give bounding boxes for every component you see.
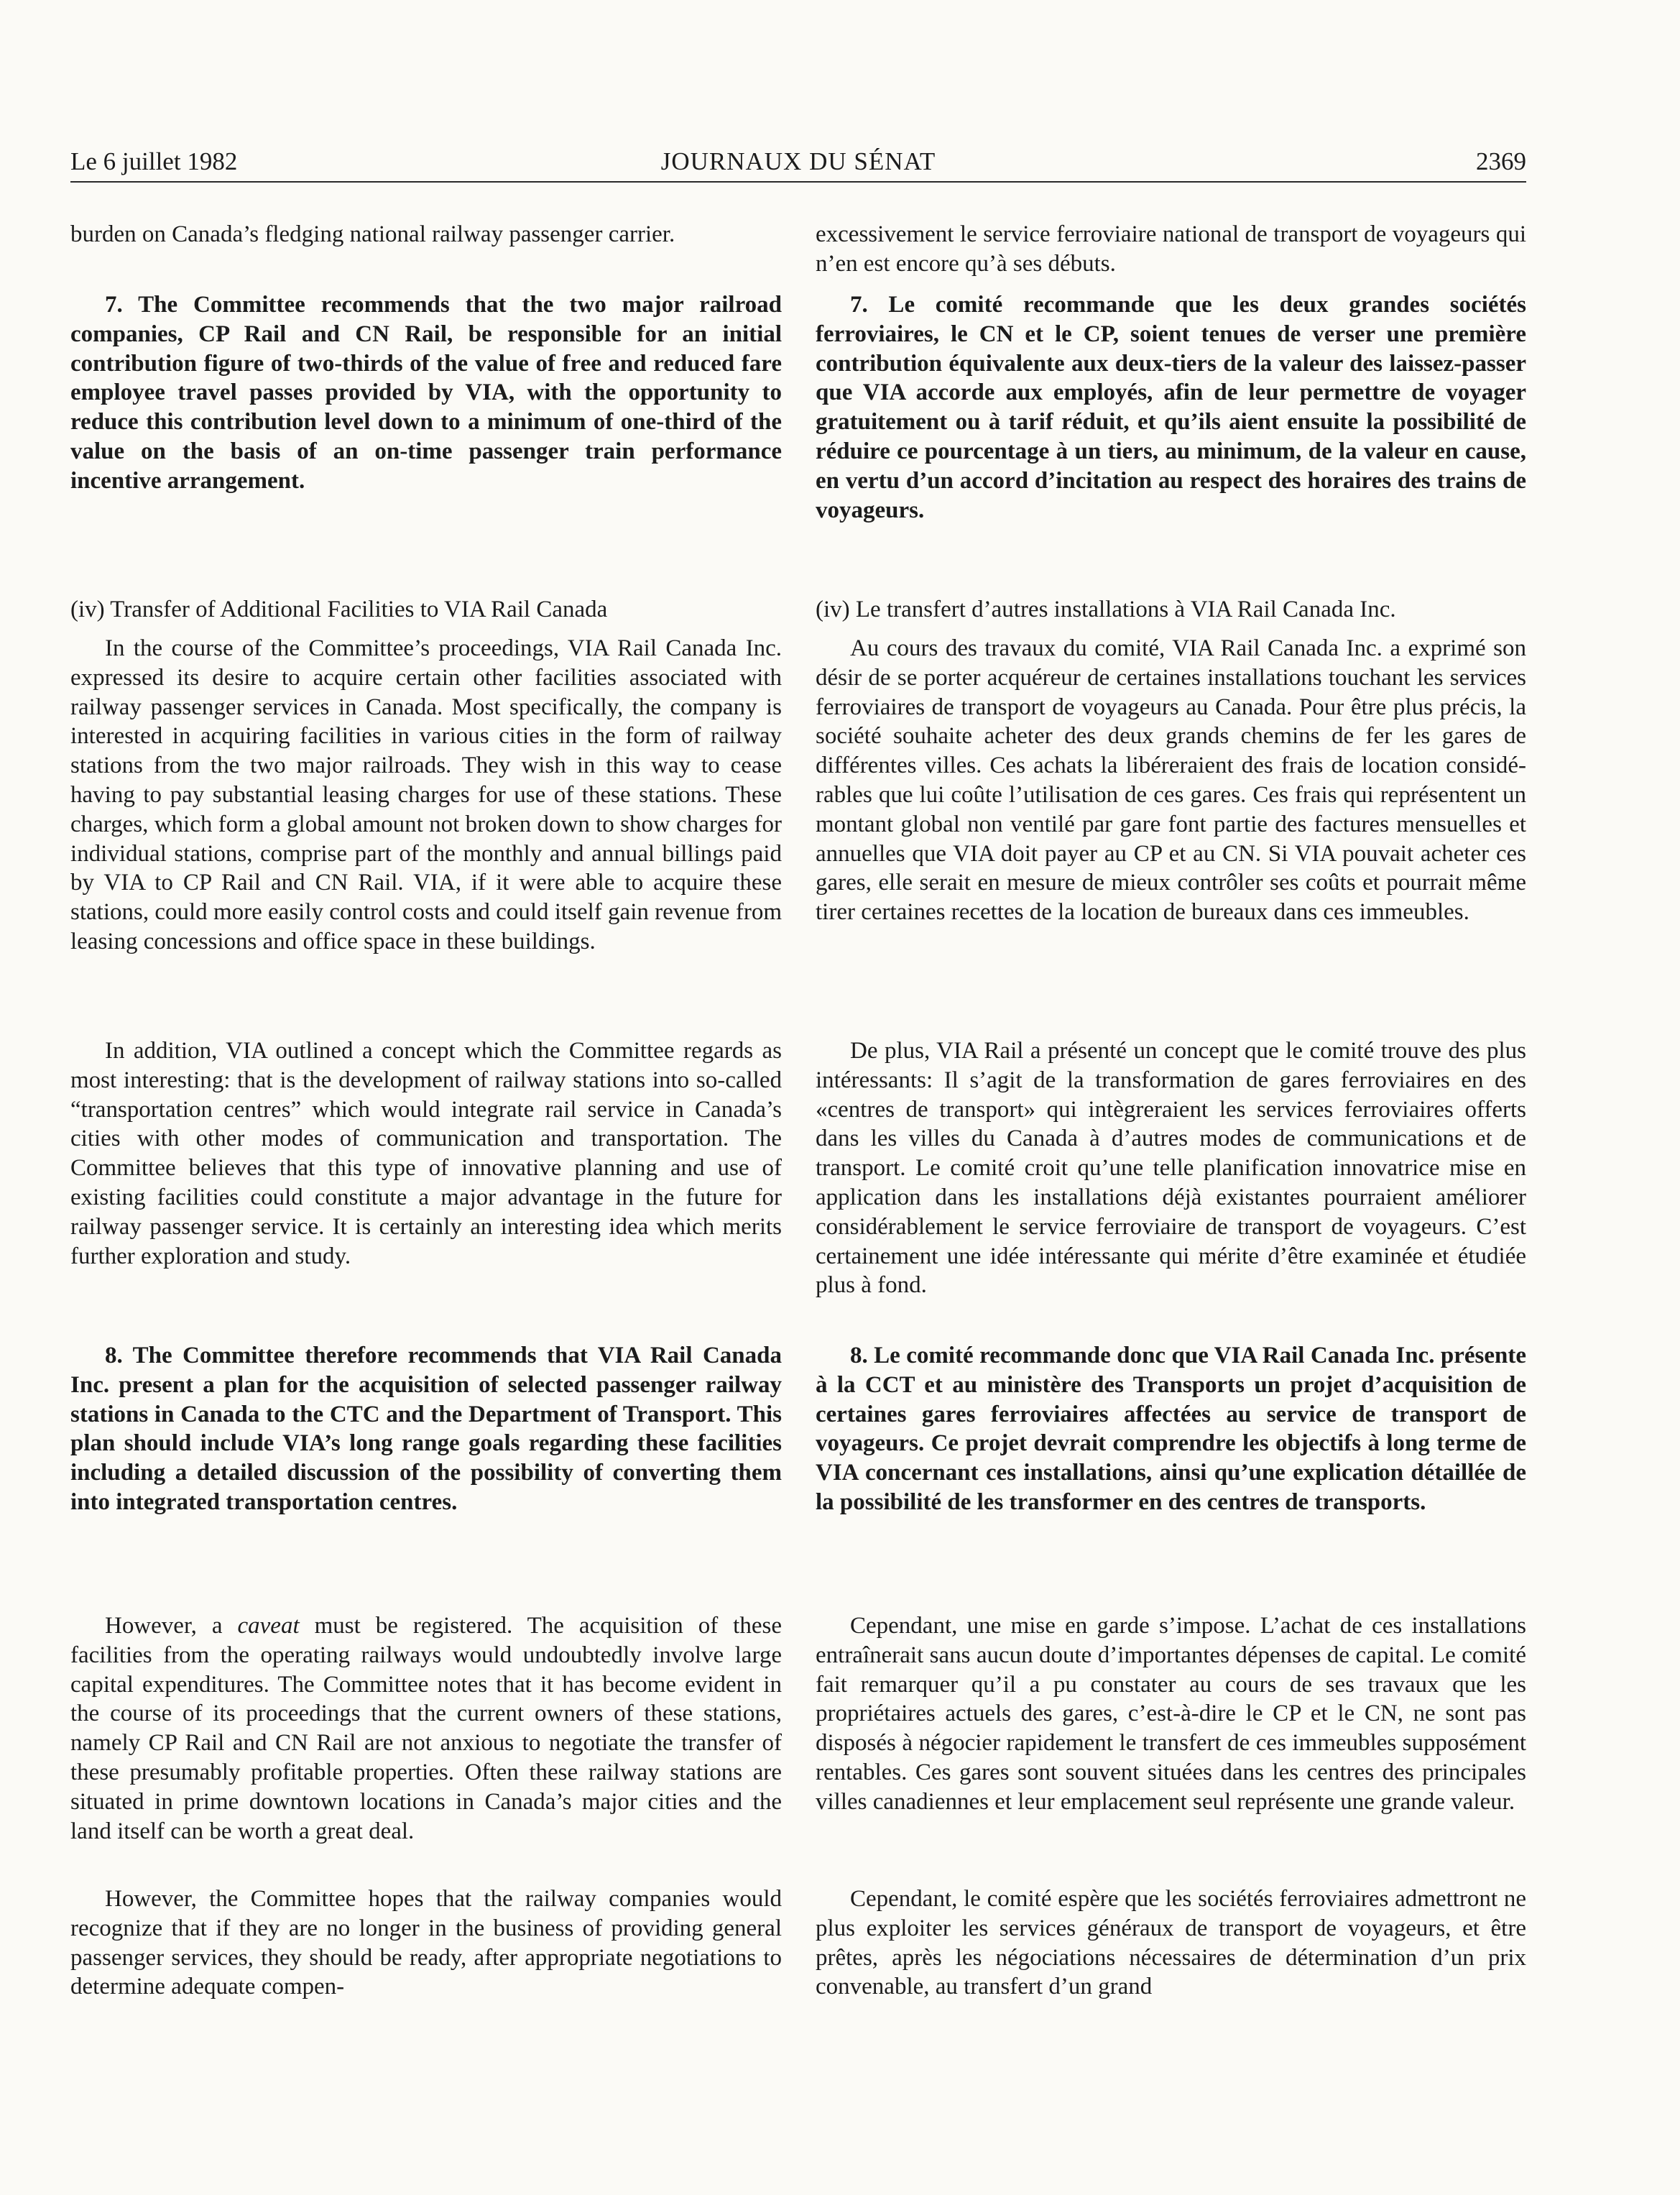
- english-recommendation-8: 8. The Committee therefore recommends that VIA Rail Canada Inc. present a plan for the acquisition of selected passenger railway stations in Canada to the CTC and the Department of Transport. This plan should include VIA’s long range goals regarding these facilities including a detailed discussion of the possibility of converting them into integrated transportation centres.: [70, 1343, 782, 1515]
- french-recommendation-8: 8. Le comité recommande donc que VIA Rail Canada Inc. présente à la CCT et au ministère des Transports un projet d’acquisition de certaines gares ferroviaires affectées au service de transport de voyageurs. Ce projet devrait comprendre les objectifs à long terme de VIA concernant ces installations, ainsi qu’une explication détaillée de la possibilité de les transformer en des centres de transports.: [816, 1343, 1526, 1515]
- french-intro-block: [816, 220, 1526, 279]
- french-hopes-paragraph: Cependant, le comité espère que les sociétés ferroviaires admettront ne plus exploiter les services généraux de transport de voyageurs, et être prêtes, après les négociations nécessaires de détermination d’un prix convenable, au transfert d’un grand: [816, 1886, 1526, 2000]
- english-addition-block: [70, 1036, 782, 1271]
- french-section-iv-heading: (iv) Le transfert d’autres installations à VIA Rail Canada Inc.: [816, 597, 1396, 622]
- caveat-word: caveat: [237, 1613, 300, 1639]
- journal-title: JOURNAUX DU SÉNAT: [660, 147, 936, 175]
- page-header: [70, 144, 1526, 180]
- english-section-iv-block: [70, 595, 782, 625]
- french-addition-paragraph: De plus, VIA Rail a présenté un concept que le comité trouve des plus intéressants: Il s’agit de la transformation de gares ferroviaires en des «centres de transport» qui intègreraient les services ferroviaires offerts dans les villes du Canada à d’autres modes de communications et de transport. Le comité croit qu’une telle planification innovatrice mise en application dans les installations déjà existantes pourraient améliorer considérablement le service ferroviaire de transport de voyageurs. C’est certainement une idée intéressante qui mérite d’être examinée et étudiée plus à fond.: [816, 1038, 1526, 1299]
- english-intro-paragraph: burden on Canada’s fledging national railway passenger carrier.: [70, 221, 675, 247]
- english-intro-block: [70, 220, 782, 249]
- english-addition-paragraph: In addition, VIA outlined a concept which the Committee regards as most interesting: that is the development of railway stations into so-called “transportation centres” which would integrate rail service in Canada’s cities with other modes of communication and transportation. The Committee believes that this type of innovative planning and use of existing facilities could constitute a major advantage in the future for railway passenger service. It is certainly an interesting idea which merits further exploration and study.: [70, 1038, 782, 1269]
- english-course-paragraph: In the course of the Committee’s proceedings, VIA Rail Canada Inc. expressed its desire to acquire certain other facilities associated with railway passenger services in Canada. Most specifically, the company is interested in acquiring facilities in various cities in the form of railway stations from the two major railroads. They wish in this way to cease having to pay substantial leasing charges for use of these stations. These charges, which form a global amount not broken down to show charges for individual stations, comprise part of the monthly and annual billings paid by VIA to CP Rail and CN Rail. VIA, if it were able to acquire these stations, could more easily control costs and could itself gain revenue from leasing concessions and office space in these buildings.: [70, 635, 782, 954]
- french-course-paragraph: Au cours des travaux du comité, VIA Rail Canada Inc. a exprimé son désir de se porter acquéreur de certaines installations touchant les services ferroviaires de transport de voyageurs au Canada. Pour être plus précis, la société souhaite acheter des deux grands chemins de fer les gares de différentes villes. Ces achats la libéreraient des frais de location considérables que lui coûte l’utilisation de ces gares. Ces frais qui représentent un montant global non ventilé par gare font partie des factures mensuelles et annuelles que VIA doit payer au CP et au CN. Si VIA pouvait acheter ces gares, elle serait en mesure de mieux contrôler ses coûts et pourrait même tirer certaines recettes de la location de bureaux dans ces immeubles.: [816, 635, 1526, 926]
- french-course-block: [816, 634, 1526, 927]
- french-rec7-block: [816, 290, 1526, 525]
- header-date: Le 6 juillet 1982: [70, 147, 238, 175]
- french-caveat-paragraph: Cependant, une mise en garde s’impose. L’achat de ces installations entraînerait sans aucun doute d’importantes dépenses de capital. Le comité fait remarquer qu’il a pu constater au cours de ses travaux que les propriétaires actuels des gares, c’est-à-dire le CP et le CN, ne sont pas disposés à négocier rapidement le transfert de ces immeubles supposément rentables. Ces gares sont souvent situées dans les centres des principales villes canadiennes et leur emplacement seul représente une grande valeur.: [816, 1613, 1526, 1815]
- english-caveat-paragraph: [70, 1611, 782, 1846]
- french-section-iv-block: [816, 595, 1526, 625]
- french-intro-paragraph: excessivement le service ferroviaire national de transport de voyageurs qui n’en est encore qu’à ses débuts.: [816, 221, 1526, 277]
- french-caveat-block: [816, 1611, 1526, 1817]
- caveat-rest: must be registered. The acquisition of these facilities from the operating railways would undoubtedly involve large capital expenditures. The Committee notes that it has become evident in the course of its proceedings that the current owners of these stations, namely CP Rail and CN Rail are not anxious to negotiate the transfer of these presumably profitable properties. Often these railway stations are situated in prime downtown locations in Canada’s major cities and the land itself can be worth a great deal.: [70, 1613, 782, 1844]
- french-recommendation-7: 7. Le comité recommande que les deux grandes sociétés ferroviaires, le CN et le CP, soient tenues de verser une première contribution équivalente aux deux-tiers de la valeur des laissez-passer que VIA accorde aux employés, afin de leur permettre de voyager gratuitement ou à tarif réduit, et qu’ils aient ensuite la possibilité de réduire ce pourcentage à un tiers, au minimum, de la valeur en cause, en vertu d’un accord d’incitation au respect des horaires des trains de voyageurs.: [816, 292, 1526, 523]
- english-hopes-block: [70, 1885, 782, 2002]
- english-rec7-block: [70, 290, 782, 496]
- french-addition-block: [816, 1036, 1526, 1300]
- english-rec8-block: [70, 1341, 782, 1517]
- page-number: 2369: [1476, 147, 1526, 175]
- caveat-lead: However, a: [105, 1613, 238, 1639]
- english-section-iv-heading: (iv) Transfer of Additional Facilities to VIA Rail Canada: [70, 597, 608, 622]
- french-rec8-block: [816, 1341, 1526, 1517]
- french-hopes-block: [816, 1885, 1526, 2002]
- english-hopes-paragraph: However, the Committee hopes that the railway companies would recognize that if they are no longer in the business of providing general passenger services, they should be ready, after appropriate negotiations to determine adequate compen-: [70, 1886, 782, 2000]
- header-rule: [70, 181, 1526, 183]
- english-caveat-block: [70, 1611, 782, 1846]
- english-recommendation-7: 7. The Committee recommends that the two major railroad companies, CP Rail and CN Rail, be responsible for an initial contribution figure of two-thirds of the value of free and reduced fare employee travel passes provided by VIA, with the opportunity to reduce this contribution level down to a minimum of one-third of the value on the basis of an on-time passenger train performance incentive arrangement.: [70, 292, 782, 494]
- english-course-block: [70, 634, 782, 957]
